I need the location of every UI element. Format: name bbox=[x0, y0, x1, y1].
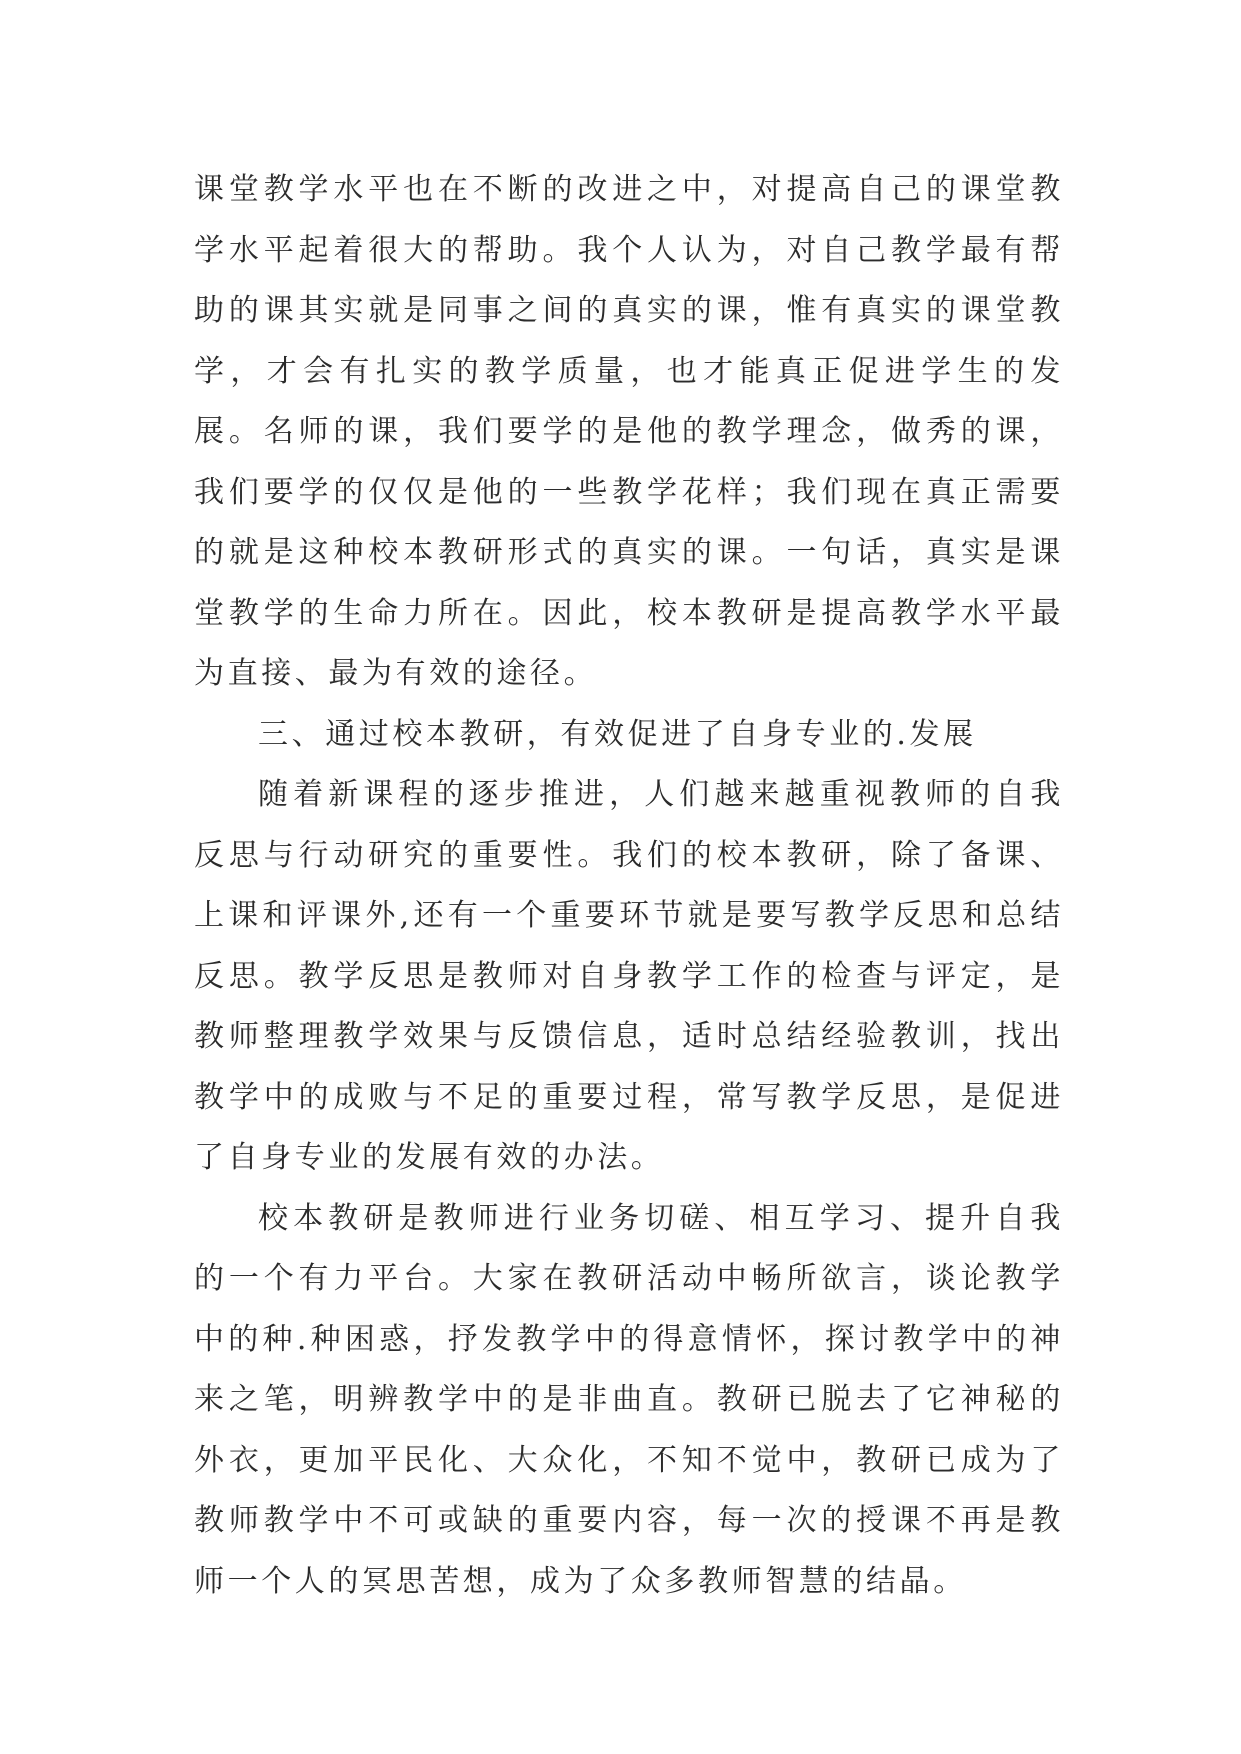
section-heading: 三、通过校本教研，有效促进了自身专业的.发展 bbox=[258, 716, 977, 752]
paragraph-continued: 课堂教学水平也在不断的改进之中，对提高自己的课堂教学水平起着很大的帮助。我个人认为，对自己教学最有帮助的课其实就是同事之间的真实的课，惟有真实的课堂教学，才会有扎实的教学质量，也才能真正促进学生的发展。名师的课，我们要学的是他的教学理念，做秀的课，我们要学的仅仅是他的一些教学花样；我们现在真正需要的就是这种校本教研形式的真实的课。一句话，真实是课堂教学的生命力所在。因此，校本教研是提高教学水平最为直接、最为有效的途径。 bbox=[194, 172, 1064, 691]
paragraph: 校本教研是教师进行业务切磋、相互学习、提升自我的一个有力平台。大家在教研活动中畅所欲言，谈论教学中的种.种困惑，抒发教学中的得意情怀，探讨教学中的神来之笔，明辨教学中的是非曲直。教研已脱去了它神秘的外衣，更加平民化、大众化，不知不觉中，教研已成为了教师教学中不可或缺的重要内容，每一次的授课不再是教师一个人的冥思苦想，成为了众多教师智慧的结晶。 bbox=[194, 1200, 1064, 1599]
paragraph: 随着新课程的逐步推进，人们越来越重视教师的自我反思与行动研究的重要性。我们的校本教研，除了备课、上课和评课外,还有一个重要环节就是要写教学反思和总结反思。教学反思是教师对自身教学工作的检查与评定，是教师整理教学效果与反馈信息，适时总结经验教训，找出教学中的成败与不足的重要过程，常写教学反思，是促进了自身专业的发展有效的办法。 bbox=[194, 777, 1064, 1175]
document-body bbox=[194, 160, 1064, 1612]
